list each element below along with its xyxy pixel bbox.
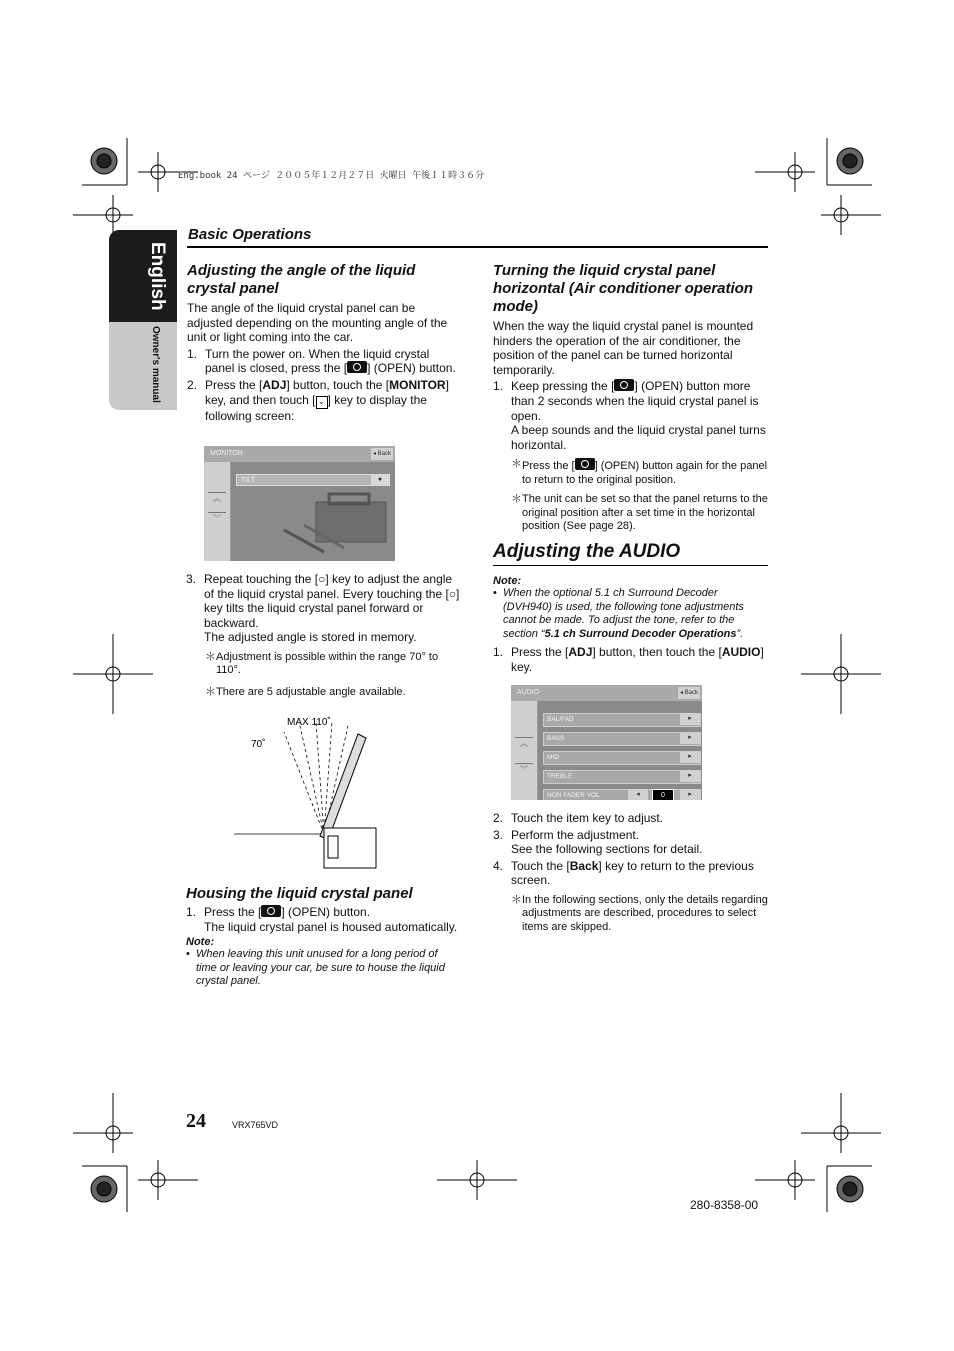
audio-footnote: ＊ In the following sections, only the details regarding adjustments are described, procedures to select items are skipped.: [511, 893, 768, 933]
arrow-right-icon: ▸: [680, 713, 700, 725]
part-number: 280-8358-00: [690, 1198, 759, 1212]
heading-adjusting-audio: Adjusting the AUDIO: [493, 541, 681, 562]
arrow-right-icon: ▸: [680, 732, 700, 744]
heading-adjust-angle: Adjusting the angle of the liquid crystal panel: [187, 262, 416, 297]
right-column-top: [493, 262, 768, 534]
adjust-angle-intro: The angle of the liquid crystal panel can be adjusted depending on the mounting angle of the unit or light coming into the car.: [187, 301, 448, 345]
step-3: 3. Repeat touching the [○] key to adjust the angle of the liquid crystal panel. Every touching the [○] key tilts the liquid crystal panel forward or backward. The adjusted angle is stored in memory.: [186, 572, 460, 645]
horizontal-footnote-2: ＊ The unit can be set so that the panel returns to the original position after a set time in the horizontal position (See page 28).: [511, 493, 768, 533]
horizontal-intro: When the way the liquid crystal panel is mounted hinders the operation of the air conditioner, the position of the panel can be turned horizontal temporarily.: [493, 319, 754, 377]
audio-note-label: Note:: [493, 575, 522, 587]
open-button-icon: [261, 905, 281, 917]
audio-menu-item: TREBLE ▸: [543, 770, 701, 784]
arrow-right-icon: ▸: [680, 751, 700, 763]
housing-step-1: 1. Press the [ ] (OPEN) button. The liquid crystal panel is housed automatically.: [186, 905, 458, 934]
open-button-icon: [347, 361, 367, 373]
audio-step-2: 2. Touch the item key to adjust.: [493, 811, 664, 825]
side-tab-language: English: [147, 242, 168, 311]
side-tab-subtitle: Owner's manual: [150, 326, 161, 403]
step-2: 2. Press the [ADJ] button, touch the [MONITOR] key, and then touch [ ⌄ ] key to display the following screen:: [187, 377, 449, 423]
horizontal-footnote-1: ＊ Press the [ ] (OPEN) button again for the panel to return to the original position.: [511, 458, 768, 486]
monitor-screen-image: [204, 446, 395, 561]
model-number: VRX765VD: [232, 1120, 279, 1130]
footnote-angles: ＊ There are 5 adjustable angle available.: [205, 685, 406, 698]
scroll-buttons: ︽ ︾: [204, 462, 231, 561]
right-column-bottom: [493, 811, 768, 934]
audio-step-3: 3. Perform the adjustment. See the following sections for detail.: [493, 827, 703, 857]
panel-angle-diagram: [232, 712, 382, 872]
left-column-mid: [186, 572, 461, 699]
audio-screen-image: [511, 685, 702, 800]
left-column-bottom: [186, 885, 461, 989]
toolbox-illustration: [274, 490, 394, 560]
audio-menu-item: NON FADER VOL ▸ ◂ 0: [543, 789, 701, 800]
audio-rule: [493, 565, 768, 566]
audio-note: • When the optional 5.1 ch Surround Decoder (DVH940) is used, the following tone adjustments cannot be made. To adjust the tone, refer to the section “5.1 ch Surround Decoder Operations”.: [493, 587, 744, 640]
heading-horizontal: Turning the liquid crystal panel horizontal (Air conditioner operation mode): [493, 262, 753, 315]
tilt-row: TILT ●: [236, 474, 390, 486]
min-angle-label: 70˚: [251, 739, 266, 750]
print-file-info: Eng.book 24 ページ ２００５年１２月２７日 火曜日 午後１１時３６分: [178, 171, 485, 181]
open-button-icon: [575, 458, 595, 470]
monitor-screen-title: MONITOR: [210, 450, 243, 457]
arrow-right-icon: ▸: [680, 770, 700, 782]
housing-note: • When leaving this unit unused for a long period of time or leaving your car, be sure to house the liquid crystal panel.: [186, 948, 445, 988]
scroll-buttons: ︽ ︾: [511, 701, 538, 800]
heading-housing: Housing the liquid crystal panel: [186, 885, 413, 902]
back-button: ◂ Back: [371, 448, 393, 460]
page-number: 24: [186, 1110, 206, 1132]
note-label: Note:: [186, 936, 215, 949]
back-button: ◂ Back: [678, 687, 700, 699]
max-angle-label: MAX 110˚: [287, 717, 331, 728]
audio-step-4: 4. Touch the [Back] key to return to the previous screen.: [493, 858, 754, 888]
footnote-range: ＊ Adjustment is possible within the range 70° to 110°.: [205, 650, 439, 677]
audio-menu-item: BAL/FAD ▸: [543, 713, 701, 727]
arrow-left-icon: ◂: [628, 789, 648, 800]
audio-menu-item: BASS ▸: [543, 732, 701, 746]
chevron-down-icon: ⌄: [316, 396, 328, 409]
open-button-icon: [614, 379, 634, 391]
step-1: 1. Turn the power on. When the liquid crystal panel is closed, press the [ ] (OPEN) button.: [187, 346, 456, 376]
audio-screen-title: AUDIO: [517, 689, 540, 696]
left-column-top: [187, 262, 462, 425]
audio-step-1: 1. Press the [ADJ] button, then touch the [AUDIO] key.: [493, 645, 764, 674]
audio-menu-item: MID ▸: [543, 751, 701, 765]
horizontal-step-1: 1. Keep pressing the [ ] (OPEN) button more than 2 seconds when the liquid crystal panel is open. A beep sounds and the liquid crystal panel turns horizontal.: [493, 379, 766, 452]
right-column-mid: [493, 575, 768, 676]
section-title: Basic Operations: [188, 226, 312, 243]
arrow-right-icon: ▸: [680, 789, 700, 800]
value-display: 0: [652, 789, 674, 800]
section-rule: [187, 246, 768, 248]
